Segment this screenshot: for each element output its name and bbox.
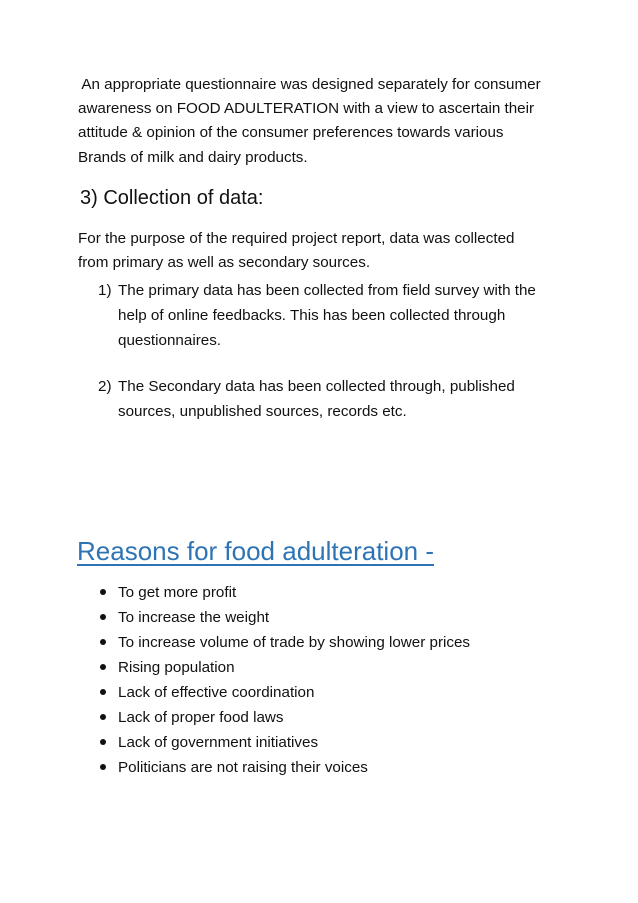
- bullet-icon: [100, 639, 106, 645]
- reason-text: Lack of government initiatives: [118, 734, 319, 751]
- bullet-icon: [100, 664, 106, 670]
- bullet-icon: [100, 764, 106, 770]
- list-item: [98, 374, 568, 424]
- source-list-item-1: [98, 278, 568, 353]
- item-number: 1): [98, 282, 112, 299]
- item-line: The Secondary data has been collected through, published: [118, 378, 515, 395]
- purpose-line: from primary as well as secondary sources.: [78, 254, 371, 271]
- bullet-icon: [100, 714, 106, 720]
- purpose-line: For the purpose of the required project report, data was collected: [78, 230, 515, 247]
- list-item: [98, 655, 578, 680]
- reasons-heading: Reasons for food adulteration -: [77, 536, 434, 566]
- list-item: [98, 630, 578, 655]
- reason-text: Lack of effective coordination: [118, 684, 315, 701]
- reason-text: To increase the weight: [118, 609, 270, 626]
- bullet-icon: [100, 739, 106, 745]
- purpose-paragraph: [78, 227, 578, 275]
- bullet-icon: [100, 589, 106, 595]
- reason-text: To increase volume of trade by showing lower prices: [118, 634, 471, 651]
- item-line: sources, unpublished sources, records etc.: [118, 403, 407, 420]
- item-line: The primary data has been collected from field survey with the: [118, 282, 536, 299]
- list-item: [98, 680, 578, 705]
- intro-line: awareness on FOOD ADULTERATION with a view to ascertain their: [78, 100, 535, 117]
- list-item: [98, 580, 578, 605]
- item-line: help of online feedbacks. This has been collected through: [118, 307, 506, 324]
- reasons-list: [98, 580, 578, 780]
- collection-heading: 3) Collection of data:: [80, 187, 264, 209]
- intro-paragraph: [78, 73, 578, 145]
- item-number: 2): [98, 378, 112, 395]
- reason-text: To get more profit: [118, 584, 237, 601]
- list-item: [98, 605, 578, 630]
- source-list-item-2: [98, 374, 568, 424]
- bullet-icon: [100, 689, 106, 695]
- list-item: [98, 705, 578, 730]
- list-item: [98, 278, 568, 353]
- reason-text: Lack of proper food laws: [118, 709, 284, 726]
- intro-line: An appropriate questionnaire was designed separately for consumer: [78, 76, 541, 93]
- intro-last-line: Brands of milk and dairy products.: [78, 149, 308, 166]
- list-item: [98, 755, 578, 780]
- intro-line: attitude & opinion of the consumer preferences towards various: [78, 124, 504, 141]
- bullet-icon: [100, 614, 106, 620]
- item-line: questionnaires.: [118, 332, 222, 349]
- reason-text: Rising population: [118, 659, 235, 676]
- list-item: [98, 730, 578, 755]
- reason-text: Politicians are not raising their voices: [118, 759, 368, 776]
